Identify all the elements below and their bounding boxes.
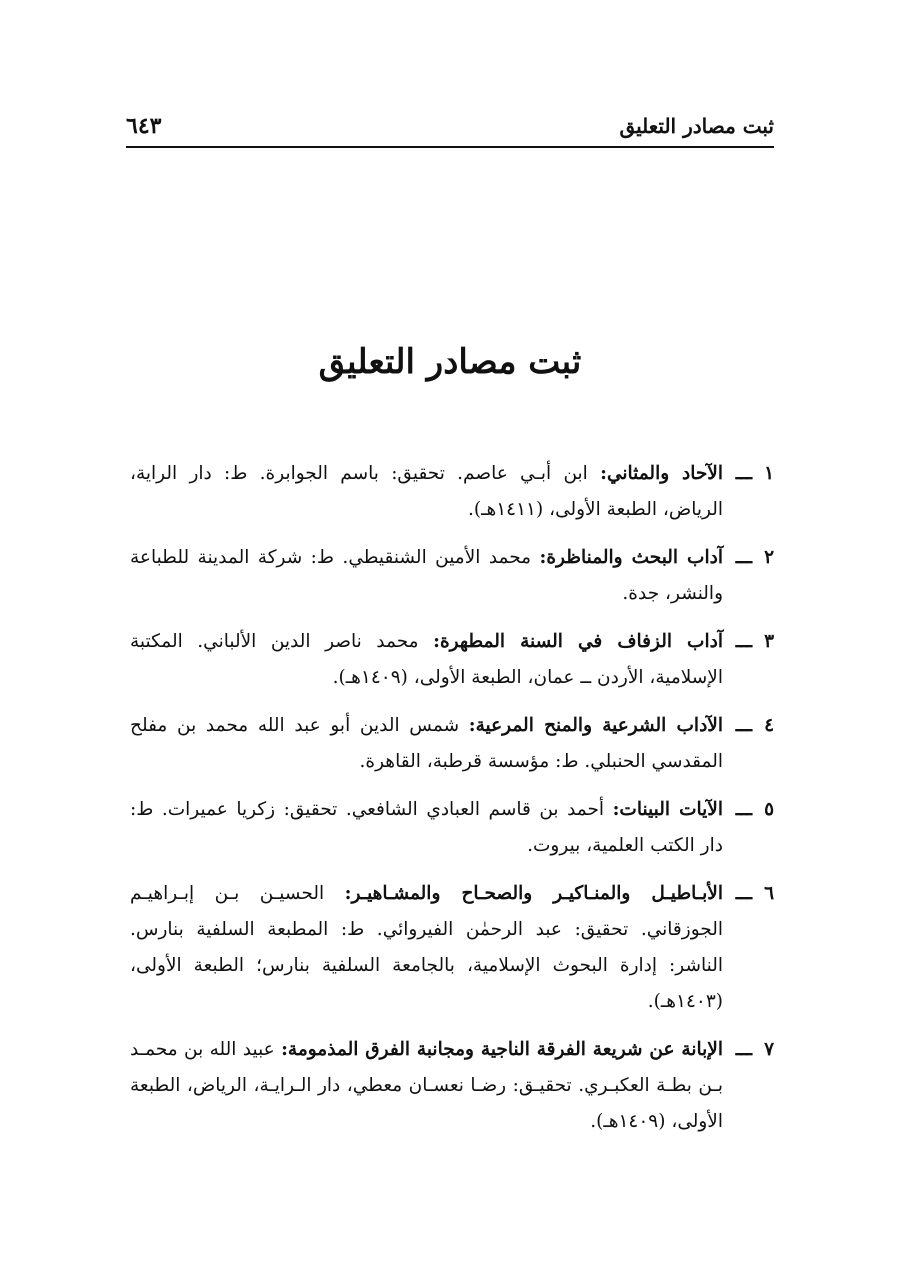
entry-marker bbox=[726, 456, 774, 492]
entry-number: ١ bbox=[764, 463, 774, 484]
entry-dash: ـــ bbox=[735, 547, 752, 568]
page-number: ٦٤٣ bbox=[126, 113, 162, 139]
entry-dash: ـــ bbox=[735, 631, 752, 652]
entry-number: ٦ bbox=[764, 883, 774, 904]
bibliography-entry bbox=[130, 792, 774, 864]
entry-text: شمس الدين أبو عبد الله محمد بن مفلح المقدسي الحنبلي. ط: مؤسسة قرطبة، القاهرة. bbox=[130, 715, 723, 772]
bibliography-entry bbox=[130, 456, 774, 528]
bibliography-entry bbox=[130, 1032, 774, 1140]
entry-number: ٤ bbox=[764, 715, 774, 736]
entry-title: الأبـاطيـل والمنـاكيـر والصحـاح والمشـاهيـر: bbox=[344, 883, 723, 904]
entry-text: الحسيـن بـن إبـراهيـم الجوزقاني. تحقيق: عبد الرحمٰن الفيروائي. ط: المطبعة السلفية بنارس. الناشر: إدارة البحوث الإسلامية، بالجامعة السلفية بنارس؛ الطبعة الأولى، (١٤٠٣هـ). bbox=[130, 883, 723, 1012]
entry-marker bbox=[726, 624, 774, 660]
entry-number: ٣ bbox=[764, 631, 774, 652]
running-header-title: ثبت مصادر التعليق bbox=[619, 114, 774, 138]
bibliography-list bbox=[130, 456, 774, 1152]
entry-text: محمد الأمين الشنقيطي. ط: شركة المدينة للطباعة والنشر، جدة. bbox=[130, 547, 723, 604]
running-header bbox=[126, 112, 774, 148]
section-title: ثبت مصادر التعليق bbox=[318, 342, 582, 382]
entry-title: الإبانة عن شريعة الفرقة الناجية ومجانبة الفرق المذمومة: bbox=[281, 1039, 723, 1060]
entry-number: ٧ bbox=[764, 1039, 774, 1060]
entry-dash: ـــ bbox=[735, 715, 752, 736]
entry-dash: ـــ bbox=[735, 463, 752, 484]
entry-dash: ـــ bbox=[735, 883, 752, 904]
entry-title: آداب البحث والمناظرة: bbox=[539, 547, 723, 568]
entry-text: ابن أبـي عاصم. تحقيق: باسم الجوابرة. ط: دار الراية، الرياض، الطبعة الأولى، (١٤١١هـ). bbox=[130, 463, 723, 520]
bibliography-entry bbox=[130, 624, 774, 696]
entry-number: ٥ bbox=[764, 799, 774, 820]
entry-marker bbox=[726, 540, 774, 576]
entry-marker bbox=[726, 1032, 774, 1068]
entry-number: ٢ bbox=[764, 547, 774, 568]
entry-dash: ـــ bbox=[735, 1039, 752, 1060]
entry-marker bbox=[726, 708, 774, 744]
entry-dash: ـــ bbox=[735, 799, 752, 820]
entry-text: محمد ناصر الدين الألباني. المكتبة الإسلامية، الأردن ــ عمان، الطبعة الأولى، (١٤٠٩هـ). bbox=[130, 631, 723, 688]
entry-text: أحمد بن قاسم العبادي الشافعي. تحقيق: زكريا عميرات. ط: دار الكتب العلمية، بيروت. bbox=[130, 799, 723, 856]
entry-marker bbox=[726, 876, 774, 912]
bibliography-entry bbox=[130, 540, 774, 612]
entry-text: عبيد الله بن محمـد بـن بطـة العكبـري. تحقيـق: رضـا نعسـان معطي، دار الـرايـة، الرياض، الطبعة الأولى، (١٤٠٩هـ). bbox=[130, 1039, 723, 1132]
entry-title: الآداب الشرعية والمنح المرعية: bbox=[468, 715, 723, 736]
entry-title: الآيات البينات: bbox=[612, 799, 723, 820]
bibliography-entry bbox=[130, 708, 774, 780]
entry-title: آداب الزفاف في السنة المطهرة: bbox=[433, 631, 723, 652]
bibliography-entry bbox=[130, 876, 774, 1020]
entry-title: الآحاد والمثاني: bbox=[600, 463, 723, 484]
entry-marker bbox=[726, 792, 774, 828]
